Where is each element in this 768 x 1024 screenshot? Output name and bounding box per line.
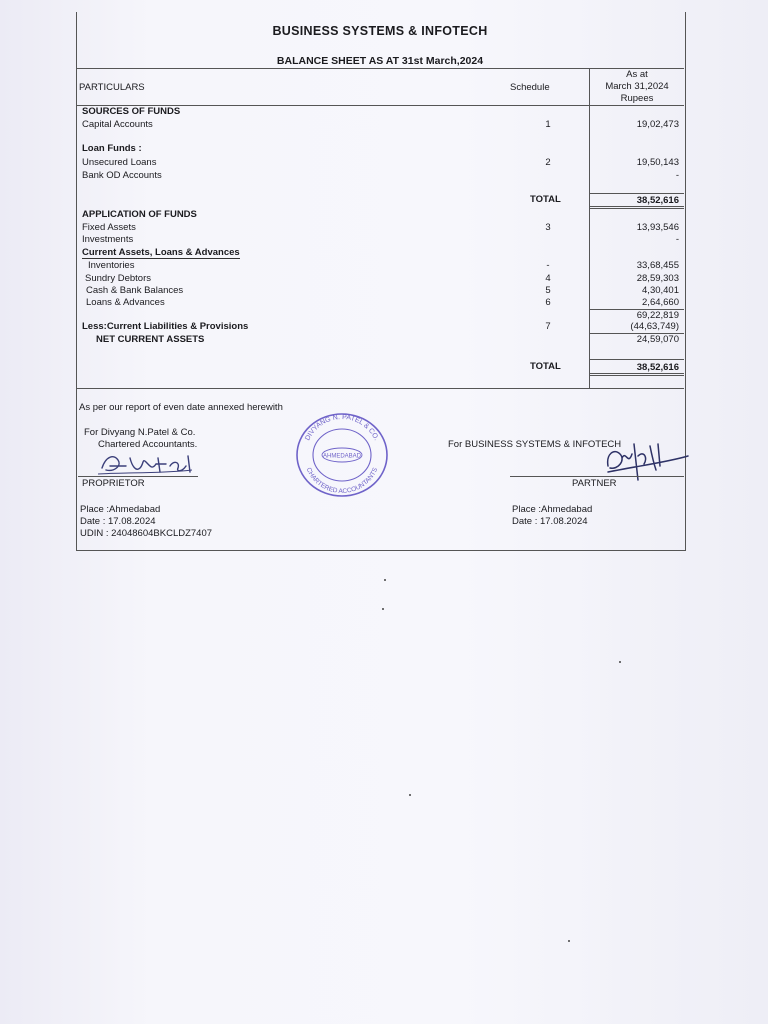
capital-schedule: 1 — [545, 119, 551, 130]
fixed-assets-value: 13,93,546 — [636, 222, 679, 233]
application-total-value: 38,52,616 — [636, 362, 679, 373]
col-schedule: Schedule — [510, 82, 550, 93]
company-name: BUSINESS SYSTEMS & INFOTECH — [272, 24, 488, 38]
investments-label: Investments — [82, 234, 134, 245]
sheet-title: BALANCE SHEET AS AT 31st March,2024 — [276, 55, 484, 67]
total2-top-rule — [589, 359, 684, 360]
loan-funds-heading: Loan Funds : — [82, 143, 142, 154]
scan-speck — [568, 940, 570, 942]
total1-bottom-rule-b — [589, 208, 684, 209]
capital-value: 19,02,473 — [636, 119, 679, 130]
loans-advances-label: Loans & Advances — [86, 297, 165, 308]
current-assets-heading: Current Assets, Loans & Advances — [82, 247, 240, 258]
unsecured-label: Unsecured Loans — [82, 157, 157, 168]
net-current-assets-label: NET CURRENT ASSETS — [96, 334, 205, 345]
scan-speck — [619, 661, 621, 663]
debtors-value: 28,59,303 — [636, 273, 679, 284]
auditor-stamp — [294, 412, 390, 498]
net-current-assets-value: 24,59,070 — [636, 334, 679, 345]
cash-label: Cash & Bank Balances — [86, 285, 184, 296]
footer-top-rule — [76, 388, 684, 389]
client-for: For BUSINESS SYSTEMS & INFOTECH — [448, 439, 622, 450]
bank-od-label: Bank OD Accounts — [82, 170, 162, 181]
right-place: Place :Ahmedabad — [512, 504, 593, 515]
total1-bottom-rule-a — [589, 206, 684, 207]
fixed-assets-label: Fixed Assets — [82, 222, 136, 233]
stamp-top-text: DIVYANG N. PATEL & CO. — [304, 413, 380, 442]
application-total-label: TOTAL — [530, 361, 561, 372]
partner-sign-rule — [510, 476, 684, 477]
fixed-assets-schedule: 3 — [545, 222, 551, 233]
debtors-schedule: 4 — [545, 273, 551, 284]
less-liabilities-label: Less:Current Liabilities & Provisions — [82, 321, 249, 332]
scan-speck — [384, 579, 386, 581]
bank-od-value: - — [675, 170, 679, 181]
loans-advances-value: 2,64,660 — [642, 297, 679, 308]
col-particulars: PARTICULARS — [79, 82, 145, 93]
investments-value: - — [675, 234, 679, 245]
right-date: Date : 17.08.2024 — [512, 516, 588, 527]
total1-top-rule — [589, 193, 684, 194]
current-assets-subtotal: 69,22,819 — [636, 310, 679, 321]
proprietor-label: PROPRIETOR — [82, 478, 145, 489]
scan-speck — [409, 794, 411, 796]
proprietor-sign-rule — [78, 476, 198, 477]
less-liabilities-value: (44,63,749) — [630, 321, 679, 332]
sources-total-label: TOTAL — [530, 194, 561, 205]
application-heading: APPLICATION OF FUNDS — [82, 209, 197, 220]
less-liabilities-schedule: 7 — [545, 321, 551, 332]
capital-label: Capital Accounts — [82, 119, 153, 130]
col-unit: Rupees — [620, 93, 654, 104]
col-as-at: As at — [626, 69, 648, 80]
sources-heading: SOURCES OF FUNDS — [82, 106, 181, 117]
left-date: Date : 17.08.2024 — [80, 516, 156, 527]
inventories-label: Inventories — [88, 260, 135, 271]
total2-bottom-rule-a — [589, 373, 684, 374]
auditor-firm: For Divyang N.Patel & Co. — [84, 427, 196, 438]
left-place: Place :Ahmedabad — [80, 504, 161, 515]
inventories-value: 33,68,455 — [636, 260, 679, 271]
total2-bottom-rule-b — [589, 375, 684, 376]
auditor-type: Chartered Accountants. — [98, 439, 198, 450]
debtors-label: Sundry Debtors — [85, 273, 152, 284]
stamp-center-text: AHMEDABAD — [322, 453, 362, 460]
sources-total-value: 38,52,616 — [636, 195, 679, 206]
cash-schedule: 5 — [545, 285, 551, 296]
unsecured-schedule: 2 — [545, 157, 551, 168]
col-date: March 31,2024 — [605, 81, 669, 92]
inventories-schedule: - — [546, 260, 550, 271]
loans-advances-schedule: 6 — [545, 297, 551, 308]
partner-label: PARTNER — [572, 478, 617, 489]
udin: UDIN : 24048604BKCLDZ7407 — [80, 528, 213, 539]
report-note: As per our report of even date annexed herewith — [79, 402, 283, 413]
scan-speck — [382, 608, 384, 610]
stamp-bottom-text: CHARTERED ACCOUNTANTS — [304, 466, 380, 496]
cash-value: 4,30,401 — [642, 285, 679, 296]
unsecured-value: 19,50,143 — [636, 157, 679, 168]
